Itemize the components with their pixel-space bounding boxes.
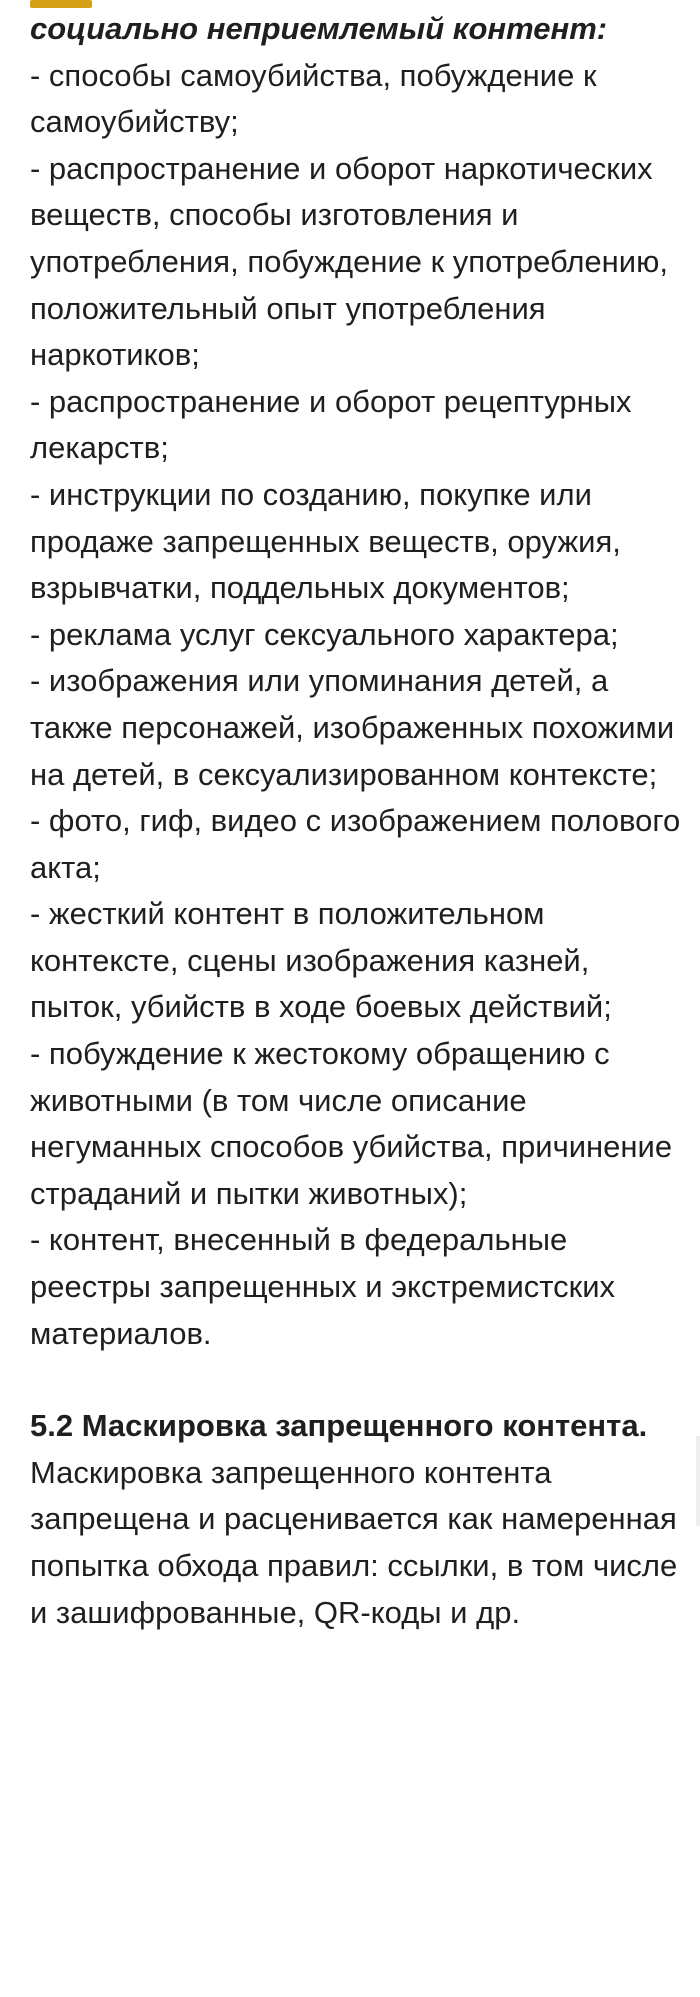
list-item: - жесткий контент в положительном контексте, сцены изображения казней, пыток, убийств в ходе боевых действий; (30, 896, 612, 1025)
content-heading: социально неприемлемый контент: (30, 11, 608, 46)
list-item: - способы самоубийства, побуждение к самоубийству; (30, 57, 597, 140)
document-page (0, 6, 700, 1997)
section-title: 5.2 Маскировка запрещенного контента. (30, 1408, 648, 1444)
list-item: - инструкции по созданию, покупке или продаже запрещенных веществ, оружия, взрывчатки, поддельных документов; (30, 476, 621, 606)
list-item: - распространение и оборот рецептурных лекарств; (30, 383, 632, 466)
section-body: Маскировка запрещенного контента запрещена и расценивается как намеренная попытка обхода правил: ссылки, в том числе и зашифрованные, QR-коды и др. (30, 1454, 678, 1630)
highlight-fragment (30, 0, 92, 8)
scroll-edge (696, 1436, 700, 1526)
list-item: - изображения или упоминания детей, а также персонажей, изображенных похожими на детей, в сексуализированном контексте; (30, 663, 675, 792)
section-paragraph (30, 1403, 684, 1636)
list-item: - фото, гиф, видео с изображением полового акта; (30, 803, 681, 885)
list-item: - побуждение к жестокому обращению с животными (в том числе описание негуманных способов убийства, причинение страданий и пытки животных); (30, 1036, 673, 1211)
list-item: - распространение и оборот наркотических веществ, способы изготовления и употребления, побуждение к употреблению, положительный опыт употребления наркотиков; (30, 150, 668, 373)
prohibited-content-list (30, 53, 684, 1358)
list-item: - контент, внесенный в федеральные реестры запрещенных и экстремистских материалов. (30, 1222, 616, 1351)
list-item: - реклама услуг сексуального характера; (30, 616, 619, 652)
